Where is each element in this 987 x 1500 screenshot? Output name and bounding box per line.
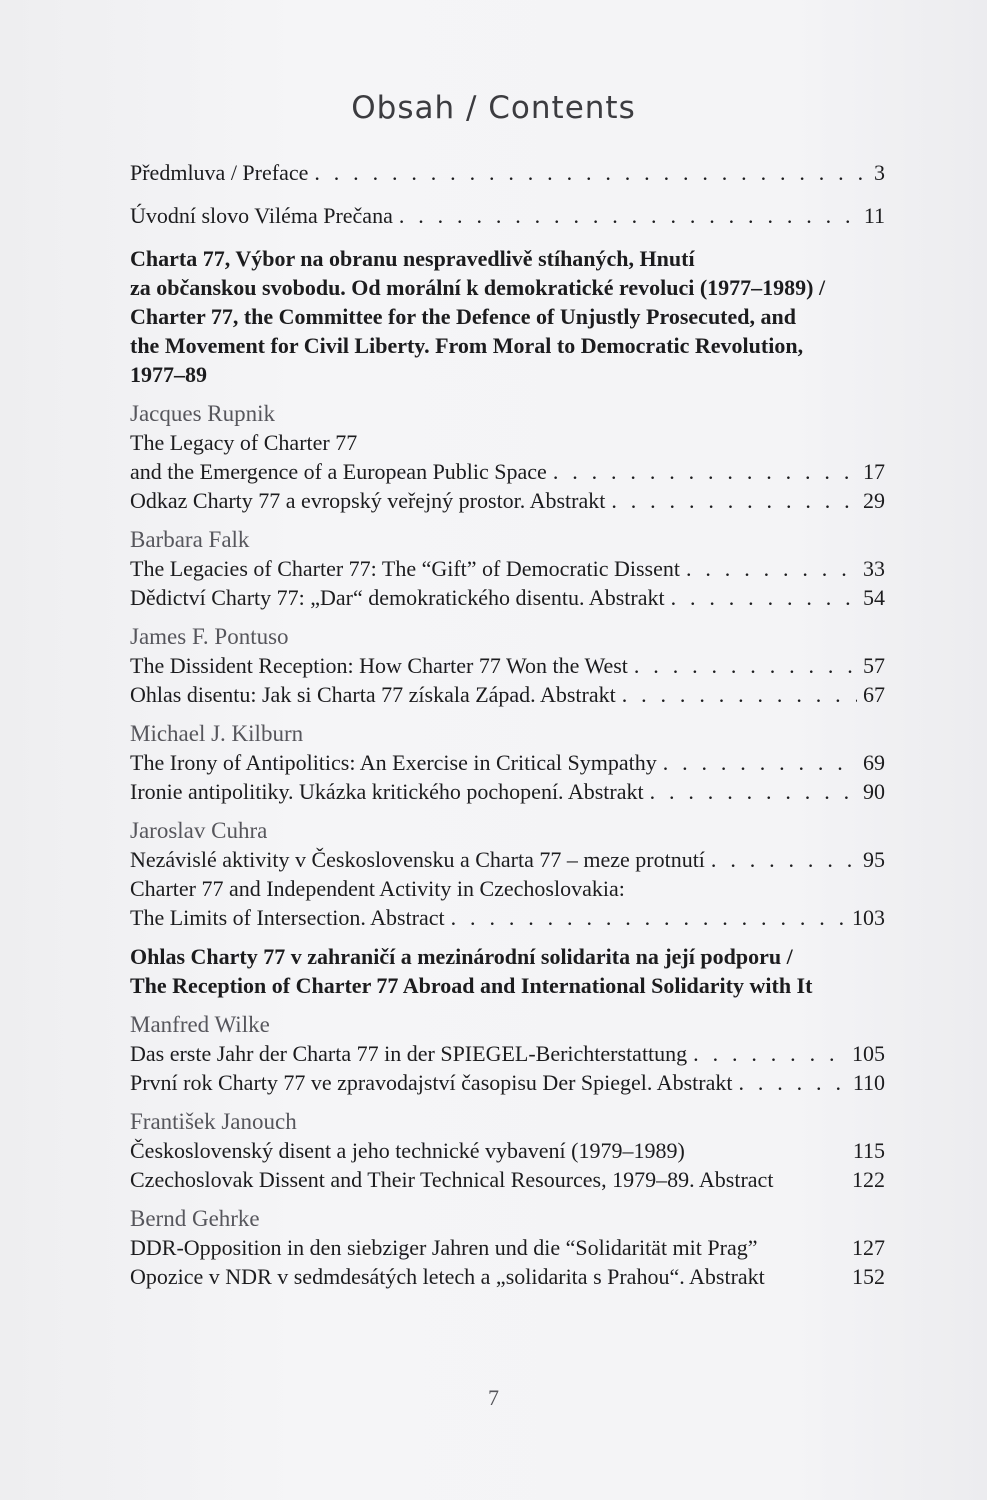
toc-entry-intro: [130, 201, 885, 230]
entry-page: 95: [863, 847, 885, 872]
entry-title: Úvodní slovo Viléma Prečana: [130, 203, 393, 228]
entry-title: The Irony of Antipolitics: An Exercise in Critical Sympathy: [130, 750, 657, 775]
author-kilburn: Michael J. Kilburn: [130, 721, 304, 746]
page-number: 7: [488, 1385, 499, 1410]
entry-title: Dědictví Charty 77: „Dar“ demokratického disentu. Abstrakt: [130, 585, 665, 610]
entry-title: Opozice v NDR v sedmdesátých letech a „solidarita s Prahou“. Abstrakt: [130, 1264, 765, 1289]
entry-title: Ironie antipolitiky. Ukázka kritického pochopení. Abstrakt: [130, 779, 644, 804]
toc-entry: [130, 903, 885, 932]
entry-title-line: The Legacy of Charter 77: [130, 430, 358, 455]
author-falk: Barbara Falk: [130, 527, 250, 552]
table-of-contents: [130, 158, 885, 1291]
entry-title: První rok Charty 77 ve zpravodajství časopisu Der Spiegel. Abstrakt: [130, 1070, 733, 1095]
entry-title: Odkaz Charty 77 a evropský veřejný prostor. Abstrakt: [130, 488, 606, 513]
author-rupnik: Jacques Rupnik: [130, 401, 276, 426]
entry-page: 90: [863, 779, 885, 804]
section-heading-2: [130, 942, 885, 1000]
section-line: 1977–89: [130, 362, 207, 387]
entry-title: Czechoslovak Dissent and Their Technical Resources, 1979–89. Abstract: [130, 1167, 774, 1192]
entry-title: DDR-Opposition in den siebziger Jahren und die “Solidarität mit Prag”: [130, 1235, 758, 1260]
entry-page: 122: [852, 1167, 885, 1192]
section-heading-1: [130, 244, 885, 389]
entry-page: 57: [863, 653, 885, 678]
entry-title: The Dissident Reception: How Charter 77 Won the West: [130, 653, 628, 678]
leader-dots: [732, 1068, 846, 1097]
entry-title: Nezávislé aktivity v Československu a Charta 77 – meze protnutí: [130, 847, 705, 872]
leader-dots: [705, 845, 857, 874]
entry-page: 33: [863, 556, 885, 581]
leader-dots: [665, 583, 857, 612]
toc-entry-preface: [130, 158, 885, 187]
entry-page: 110: [852, 1070, 885, 1095]
entry-title: and the Emergence of a European Public Space: [130, 459, 547, 484]
leader-dots: [616, 680, 857, 709]
entry-page: 103: [852, 905, 885, 930]
toc-entry: [130, 1262, 885, 1291]
section-line: The Reception of Charter 77 Abroad and International Solidarity with It: [130, 973, 813, 998]
toc-entry: [130, 651, 885, 680]
entry-page: 54: [863, 585, 885, 610]
toc-entry: [130, 1165, 885, 1194]
entry-title-line: Charter 77 and Independent Activity in Czechoslovakia:: [130, 876, 625, 901]
leader-dots: [605, 486, 857, 515]
entry-title: Ohlas disentu: Jak si Charta 77 získala Západ. Abstrakt: [130, 682, 616, 707]
entry-title: Předmluva / Preface: [130, 160, 309, 185]
toc-entry: [130, 457, 885, 486]
toc-entry: [130, 680, 885, 709]
toc-entry: [130, 583, 885, 612]
entry-title: The Legacies of Charter 77: The “Gift” of Democratic Dissent: [130, 556, 680, 581]
section-line: the Movement for Civil Liberty. From Moral to Democratic Revolution,: [130, 333, 804, 358]
section-line: Charta 77, Výbor na obranu nespravedlivě stíhaných, Hnutí: [130, 246, 695, 271]
toc-entry: [130, 1068, 885, 1097]
entry-title: The Limits of Intersection. Abstract: [130, 905, 445, 930]
toc-entry: [130, 1136, 885, 1165]
leader-dots: [657, 748, 857, 777]
toc-entry: [130, 748, 885, 777]
entry-page: 105: [852, 1041, 885, 1066]
toc-entry: [130, 777, 885, 806]
entry-page: 152: [852, 1264, 885, 1289]
entry-page: 29: [863, 488, 885, 513]
leader-dots: [687, 1039, 846, 1068]
leader-dots: [308, 158, 868, 187]
author-gehrke: Bernd Gehrke: [130, 1206, 260, 1231]
leader-dots: [445, 903, 846, 932]
entry-page: 67: [863, 682, 885, 707]
toc-entry: [130, 554, 885, 583]
leader-dots: [628, 651, 857, 680]
toc-entry: [130, 1233, 885, 1262]
author-janouch: František Janouch: [130, 1109, 297, 1134]
leader-dots: [547, 457, 857, 486]
author-wilke: Manfred Wilke: [130, 1012, 270, 1037]
entry-page: 3: [874, 160, 885, 185]
toc-entry: [130, 486, 885, 515]
leader-dots: [680, 554, 857, 583]
entry-title: Das erste Jahr der Charta 77 in der SPIEGEL-Berichterstattung: [130, 1041, 688, 1066]
entry-title: Československý disent a jeho technické vybavení (1979–1989): [130, 1138, 685, 1163]
entry-page: 17: [863, 459, 885, 484]
page-title: Obsah / Contents: [351, 90, 636, 126]
section-line: za občanskou svobodu. Od morální k demokratické revoluci (1977–1989) /: [130, 275, 826, 300]
toc-entry: [130, 1039, 885, 1068]
author-cuhra: Jaroslav Cuhra: [130, 818, 268, 843]
leader-dots: [393, 201, 858, 230]
section-line: Charter 77, the Committee for the Defence of Unjustly Prosecuted, and: [130, 304, 796, 329]
entry-page: 127: [852, 1235, 885, 1260]
section-line: Ohlas Charty 77 v zahraničí a mezinárodní solidarita na její podporu /: [130, 944, 793, 969]
toc-entry: [130, 845, 885, 874]
entry-page: 69: [863, 750, 885, 775]
entry-page: 11: [863, 203, 885, 228]
leader-dots: [644, 777, 857, 806]
author-pontuso: James F. Pontuso: [130, 624, 289, 649]
entry-page: 115: [852, 1138, 885, 1163]
